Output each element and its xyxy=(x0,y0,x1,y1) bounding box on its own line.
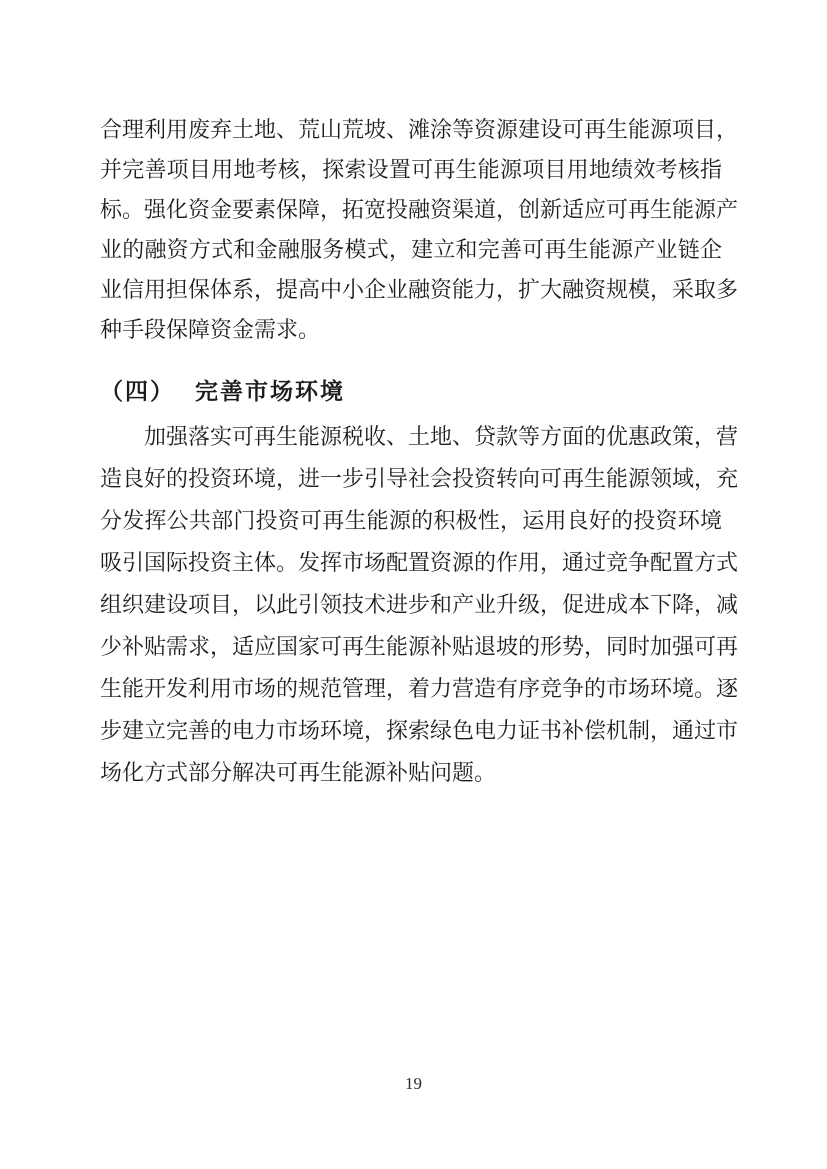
text-line: 种手段保障资金需求。 xyxy=(100,317,321,342)
text-line: 业信用担保体系，提高中小企业融资能力，扩大融资规模，采取多 xyxy=(100,277,739,302)
text-line: 标。强化资金要素保障，拓宽投融资渠道，创新适应可再生能源产 xyxy=(100,197,739,222)
text-line: 分发挥公共部门投资可再生能源的积极性，运用良好的投资环境 xyxy=(100,508,722,533)
text-line: 合理利用废弃土地、荒山荒坡、滩涂等资源建设可再生能源项目， xyxy=(100,117,739,142)
text-line: 加强落实可再生能源税收、土地、贷款等方面的优惠政策，营 xyxy=(144,424,739,449)
text-block xyxy=(100,110,739,794)
paragraph-market-environment xyxy=(100,416,739,794)
text-line: 业的融资方式和金融服务模式，建立和完善可再生能源产业链企 xyxy=(100,237,722,262)
text-line: 吸引国际投资主体。发挥市场配置资源的作用，通过竞争配置方式 xyxy=(100,550,739,575)
text-line: 生能开发利用市场的规范管理，着力营造有序竞争的市场环境。逐 xyxy=(100,676,739,701)
text-line: 少补贴需求，适应国家可再生能源补贴退坡的形势，同时加强可再 xyxy=(100,634,739,659)
text-line: 组织建设项目，以此引领技术进步和产业升级，促进成本下降，减 xyxy=(100,592,739,617)
text-line: 造良好的投资环境，进一步引导社会投资转向可再生能源领域，充 xyxy=(100,466,739,491)
page-number: 19 xyxy=(405,1074,422,1093)
section-heading xyxy=(100,372,722,412)
text-line: 步建立完善的电力市场环境，探索绿色电力证书补偿机制，通过市 xyxy=(100,718,739,743)
section-number: （四） xyxy=(100,379,175,404)
section-title: 完善市场环境 xyxy=(195,379,345,404)
paragraph-continued xyxy=(100,110,739,350)
text-line: 并完善项目用地考核，探索设置可再生能源项目用地绩效考核指 xyxy=(100,157,722,182)
text-line: 场化方式部分解决可再生能源补贴问题。 xyxy=(100,760,497,785)
